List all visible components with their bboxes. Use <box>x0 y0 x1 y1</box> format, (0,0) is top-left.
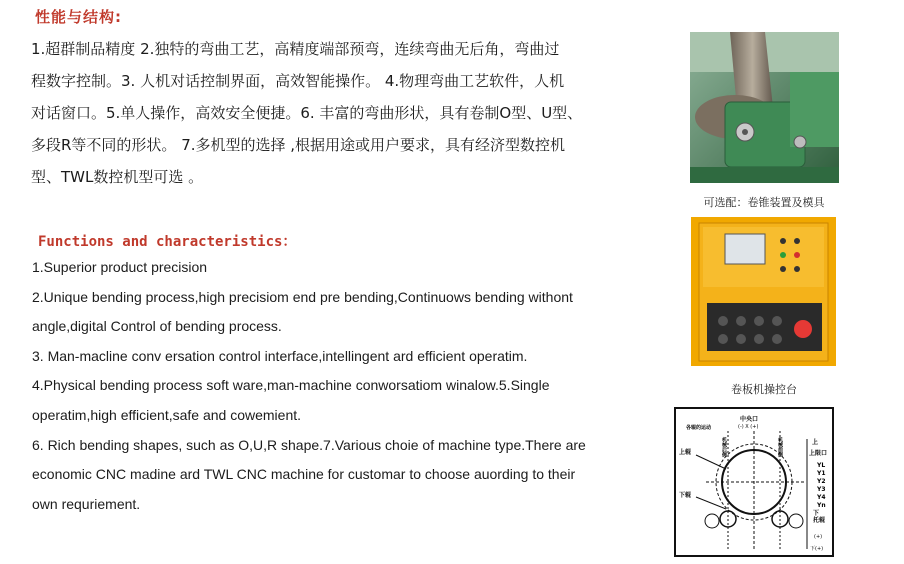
english-feature-text <box>32 253 642 519</box>
cn-line: 对话窗口。5.单人操作，高效安全便捷。6. 丰富的弯曲形状，具有卷制O型、U型、 <box>31 104 583 122</box>
support-roll-label: 托辊 <box>813 517 826 524</box>
y-axis-label: Y1 <box>817 470 826 477</box>
y-axis-label: Y4 <box>817 494 826 501</box>
en-line: 3. Man-macline conv ersation control interface,intellingent ard efficient operatim. <box>32 347 528 364</box>
down-plus-label: 下(+) <box>810 546 824 552</box>
up-label: 上 <box>812 439 819 446</box>
y-axis-label: Y3 <box>817 486 826 493</box>
down-label: 下 <box>813 510 820 517</box>
cone-device-caption: 可选配：卷锥装置及模具 <box>703 196 825 209</box>
lower-roll-label: 下辊 <box>679 492 692 499</box>
en-line: 2.Unique bending process,high precisiom end pre bending,Continuows bending withont <box>32 288 573 305</box>
y-axis-label: Yn <box>817 502 826 509</box>
center-sub-label: (-) X (+) <box>738 424 759 430</box>
center-label: 中央口 <box>740 416 759 423</box>
cn-line: 1.超群制品精度 2.独特的弯曲工艺，高精度端部预弯，连续弯曲无后角，弯曲过 <box>31 40 560 58</box>
en-line: 4.Physical bending process soft ware,man-machine conworsatiom winalow.5.Single <box>32 377 550 394</box>
upper-limit-label: 上限口 <box>809 450 828 457</box>
cn-line: 型、TWL数控机型可选 。 <box>31 168 204 186</box>
machine-right-label: 机械前侧 <box>777 437 783 457</box>
en-line: 6. Rich bending shapes, such as O,U,R shape.7.Various choie of machine type.There are <box>32 436 586 453</box>
machine-left-label: 机械后侧 <box>721 437 727 457</box>
en-line: economic CNC madine ard TWL CNC machine for customar to choose auording to their <box>32 466 576 483</box>
en-line: angle,digital Control of bending process. <box>32 318 282 335</box>
chinese-section-heading: 性能与结构: <box>35 8 122 26</box>
en-line: operatim,high efficient,safe and cowemient. <box>32 406 302 423</box>
english-section-heading: Functions and characteristics： <box>38 234 297 250</box>
y-axis-label: YL <box>817 462 826 469</box>
en-line: own requriement. <box>32 495 141 512</box>
cone-device-photo <box>690 32 839 183</box>
plus-label: (+) <box>814 534 823 540</box>
upper-roll-label: 上辊 <box>679 449 692 456</box>
control-panel-photo <box>691 217 836 366</box>
cn-line: 多段R等不同的形状。 7.多机型的选择 ,根据用途或用户要求，具有经济型数控机 <box>31 136 566 154</box>
en-line: 1.Superior product precision <box>32 259 208 275</box>
control-panel-caption: 卷板机操控台 <box>731 383 797 396</box>
cn-line: 程数字控制。3. 人机对话控制界面，高效智能操作。 4.物理弯曲工艺软件，人机 <box>31 72 565 90</box>
chinese-feature-text <box>31 33 651 193</box>
motion-label: 各辊的运动 <box>686 425 712 431</box>
y-axis-label: Y2 <box>817 478 826 485</box>
roll-layout-diagram <box>674 407 834 557</box>
